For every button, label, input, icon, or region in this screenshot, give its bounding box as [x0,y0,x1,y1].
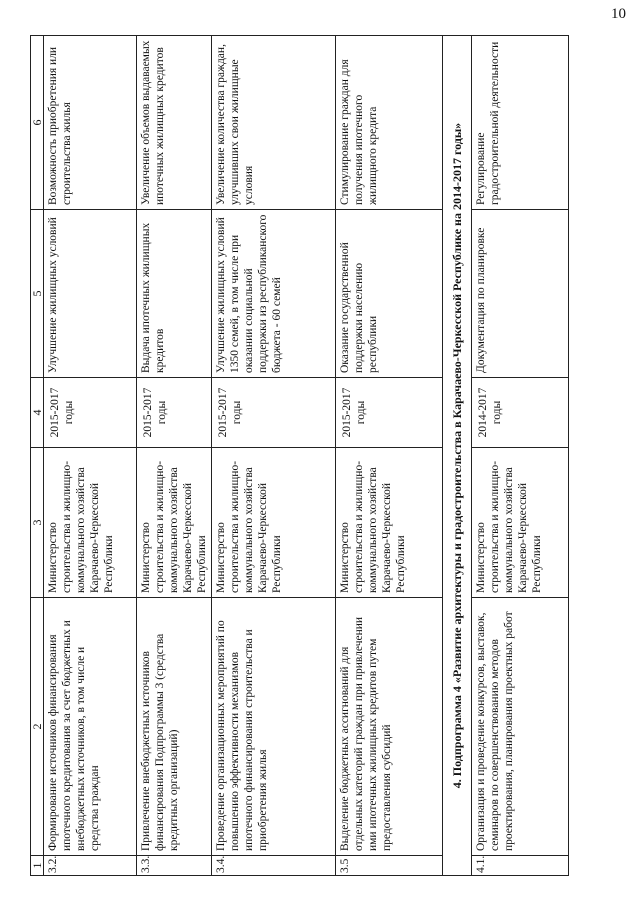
result-cell: Улучшение жилищных условий [44,210,137,378]
row-number: 3.3. [137,856,212,876]
result-cell: Оказание государственной поддержки населению республики [336,210,443,378]
row-number: 4.1. [472,856,569,876]
goal-cell: Регулирование градостроительной деятельности [472,36,569,210]
goal-cell: Увеличение количества граждан, улучшивших свои жилищные условия [212,36,336,210]
row-number: 3.4. [212,856,336,876]
rotated-document-page [30,28,615,876]
result-cell: Документация по планировке [472,210,569,378]
header-col-2: 2 [31,598,44,856]
column-header-row [31,36,44,876]
executor-cell: Министерство строительства и жилищно-коммунального хозяйства Карачаево-Черкесской Республики [137,448,212,598]
measure-cell: Организация и проведение конкурсов, выставок, семинаров по совершенствованию методов проектирования, планирования проектных работ [472,598,569,856]
subprogram-title-row [443,36,472,876]
table-row [212,36,336,876]
table-row [44,36,137,876]
page-number: 10 [611,6,626,22]
header-col-6: 6 [31,36,44,210]
header-col-3: 3 [31,448,44,598]
goal-cell: Увеличение объемов выдаваемых ипотечных жилищных кредитов [137,36,212,210]
executor-cell: Министерство строительства и жилищно-коммунального хозяйства Карачаево-Черкесской Республики [336,448,443,598]
term-cell: 2015-2017 годы [212,378,336,448]
term-cell: 2015-2017 годы [137,378,212,448]
table-row [472,36,569,876]
measure-cell: Выделение бюджетных ассигнований для отдельных категорий граждан при привлечении ими ипотечных жилищных кредитов путем предоставления субсидий [336,598,443,856]
goal-cell: Стимулирование граждан для получения ипотечного жилищного кредита [336,36,443,210]
result-cell: Выдача ипотечных жилищных кредитов [137,210,212,378]
term-cell: 2015-2017 годы [44,378,137,448]
row-number: 3.2. [44,856,137,876]
header-col-4: 4 [31,378,44,448]
row-number: 3.5 [336,856,443,876]
measure-cell: Формирование источников финансирования ипотечного кредитования за счет бюджетных и внебюджетных источников, в том числе и средства граждан [44,598,137,856]
executor-cell: Министерство строительства и жилищно-коммунального хозяйства Карачаево-Черкесской Республики [44,448,137,598]
measure-cell: Проведение организационных мероприятий по повышению эффективности механизмов ипотечного финансирования строительства и приобретения жилья [212,598,336,856]
term-cell: 2015-2017 годы [336,378,443,448]
measure-cell: Привлечение внебюджетных источников финансирования Подпрограммы 3 (средства кредитных организаций) [137,598,212,856]
table-row [336,36,443,876]
executor-cell: Министерство строительства и жилищно-коммунального хозяйства Карачаево-Черкесской Республики [212,448,336,598]
header-col-1: 1 [31,856,44,876]
executor-cell: Министерство строительства и жилищно-коммунального хозяйства Карачаево-Черкесской Республики [472,448,569,598]
table-row [137,36,212,876]
header-col-5: 5 [31,210,44,378]
goal-cell: Возможность приобретения или строительства жилья [44,36,137,210]
term-cell: 2014-2017 годы [472,378,569,448]
measures-table [30,35,569,876]
result-cell: Улучшение жилищных условий 1350 семей, в том числе при оказании социальной поддержки из республиканского бюджета - 60 семей [212,210,336,378]
subprogram-title: 4. Подпрограмма 4 «Развитие архитектуры и градостроительства в Карачаево-Черкесской Республике на 2014-2017 годы» [443,36,472,876]
